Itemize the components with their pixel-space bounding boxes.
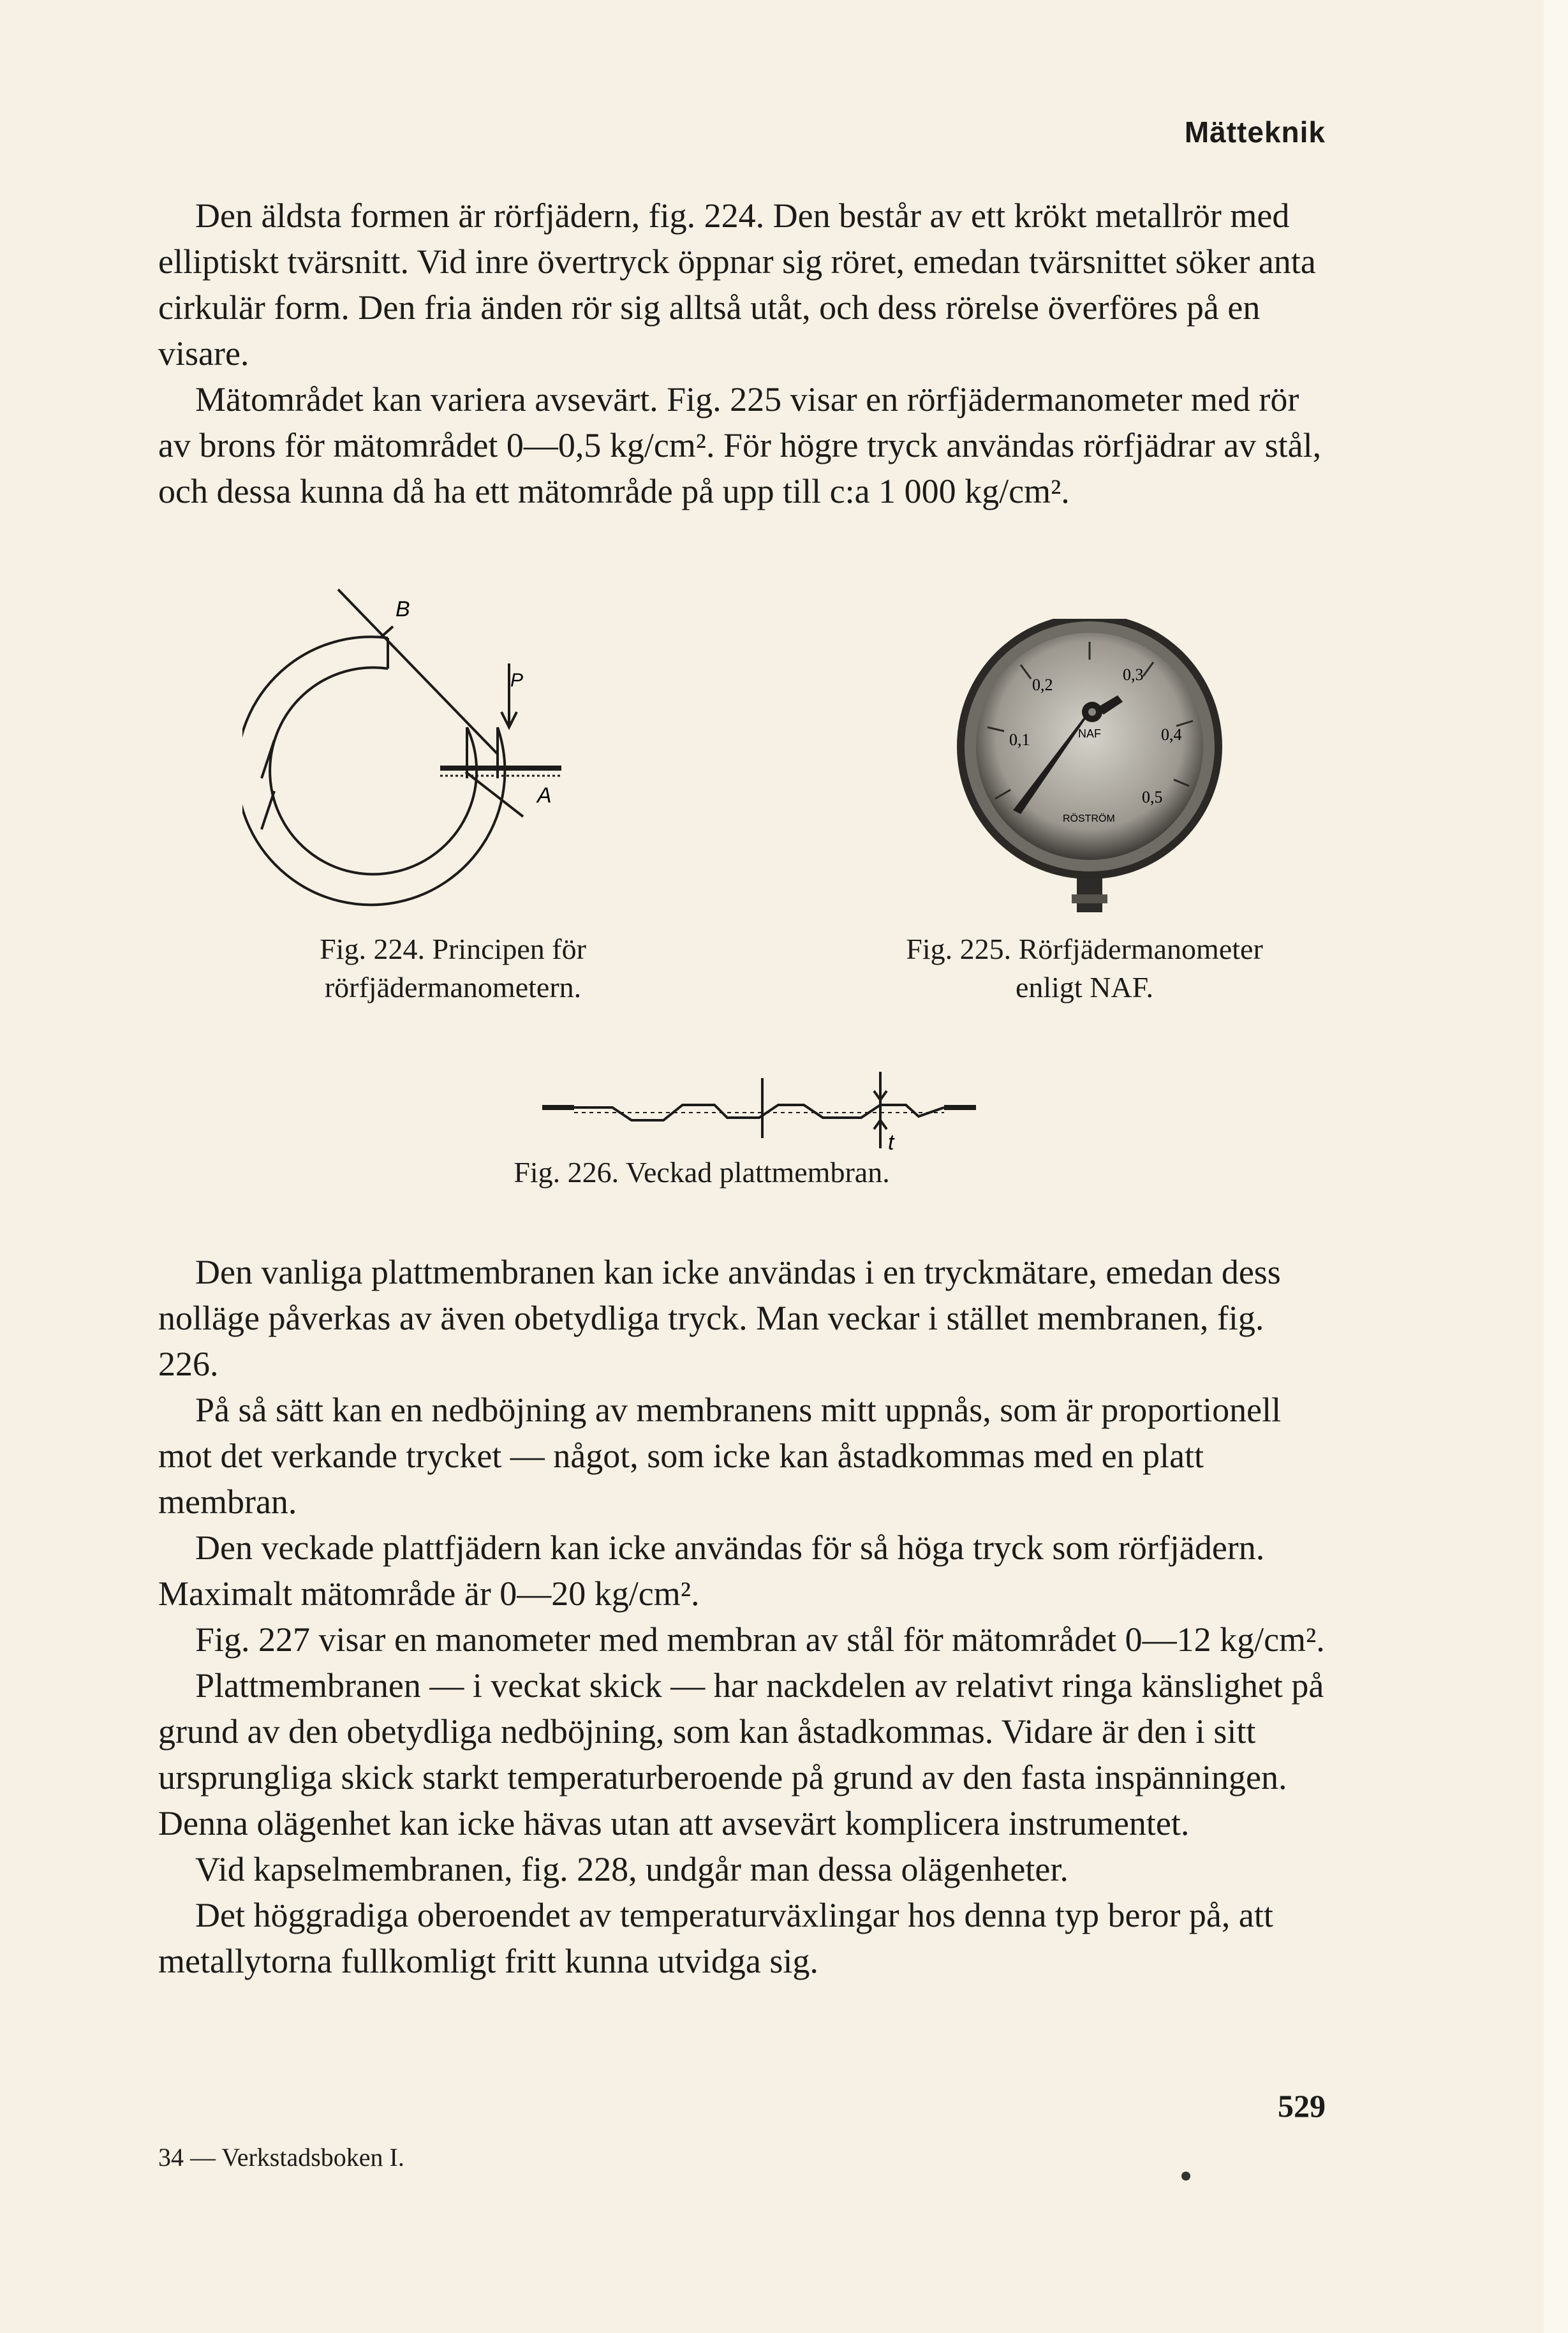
dial-tick-label: 0,4: [1161, 725, 1182, 744]
intro-text: [158, 193, 1332, 514]
fig224-bourdon-diagram: [242, 574, 638, 944]
body-text: [158, 1249, 1332, 1984]
paragraph: Den vanliga plattmembranen kan icke användas i en tryckmätare, emedan dess nolläge påverkas av även obetydliga tryck. Man veckar i stället membranen, fig. 226.: [158, 1253, 1281, 1383]
paragraph: Det höggradiga oberoendet av temperaturväxlingar hos denna typ beror på, att metallytorna fullkomligt fritt kunna utvidga sig.: [158, 1896, 1273, 1980]
dial-maker: RÖSTRÖM: [1063, 813, 1115, 824]
dial-tick-label: 0,3: [1123, 665, 1144, 684]
fig224-label-p: P: [510, 670, 524, 691]
fig224-label-a: A: [537, 783, 552, 808]
fig225-manometer-photo: [950, 619, 1231, 925]
running-header: Mätteknik: [1184, 115, 1326, 149]
dial-tick-label: 0,2: [1032, 676, 1053, 694]
fig226-caption: Fig. 226. Veckad plattmembran.: [514, 1156, 890, 1189]
paragraph: Den veckade plattfjädern kan icke användas för så höga tryck som rörfjädern. Maximalt mätområde är 0—20 kg/cm².: [158, 1529, 1265, 1613]
dial-tick-label: 0,5: [1142, 788, 1163, 806]
paragraph: Den äldsta formen är rörfjädern, fig. 224. Den består av ett krökt metallrör med elliptiskt tvärsnitt. Vid inre övertryck öppnar sig röret, emedan tvärsnittet söker anta cirkulär form. Den fria änden rör sig alltså utåt, och dess rörelse överföres på en visare.: [158, 196, 1316, 373]
page-number: 529: [1278, 2088, 1326, 2124]
ink-dot: [1181, 2172, 1190, 2181]
paragraph: Vid kapselmembranen, fig. 228, undgår man dessa olägenheter.: [195, 1850, 1069, 1888]
page-edge: [1544, 0, 1568, 2333]
fig226-label-t: t: [888, 1130, 894, 1155]
dial-brand: NAF: [1078, 727, 1101, 740]
fig224-caption: Fig. 224. Principen för rörfjädermanometern.: [320, 933, 586, 1004]
paragraph: På så sätt kan en nedböjning av membranens mitt uppnås, som är proportionell mot det verkande trycket — något, som icke kan åstadkommas med en platt membran.: [158, 1391, 1282, 1521]
paragraph: Mätområdet kan variera avsevärt. Fig. 225 visar en rörfjädermanometer med rör av brons för mätområdet 0—0,5 kg/cm². För högre tryck användas rörfjädrar av stål, och dessa kunna då ha ett mätområde på upp till c:a 1 000 kg/cm².: [158, 380, 1322, 510]
fig224-label-b: B: [396, 597, 410, 621]
paragraph: Plattmembranen — i veckat skick — har nackdelen av relativt ringa känslighet på grund av den obetydliga nedböjning, som kan åstadkommas. Vidare är den i sitt ursprungliga skick starkt temperaturberoende på grund av den fasta inspänningen. Denna olägenhet kan icke hävas utan att avsevärt komplicera instrumentet.: [158, 1666, 1324, 1842]
dial-tick-label: 0,1: [1009, 730, 1030, 749]
paragraph: Fig. 227 visar en manometer med membran av stål för mätområdet 0—12 kg/cm².: [195, 1620, 1325, 1659]
fig225-caption: Fig. 225. Rörfjädermanometer enligt NAF.: [906, 933, 1263, 1004]
footer-signature: 34 — Verkstadsboken I.: [158, 2143, 404, 2172]
fig226-membrane-diagram: [536, 1059, 982, 1161]
